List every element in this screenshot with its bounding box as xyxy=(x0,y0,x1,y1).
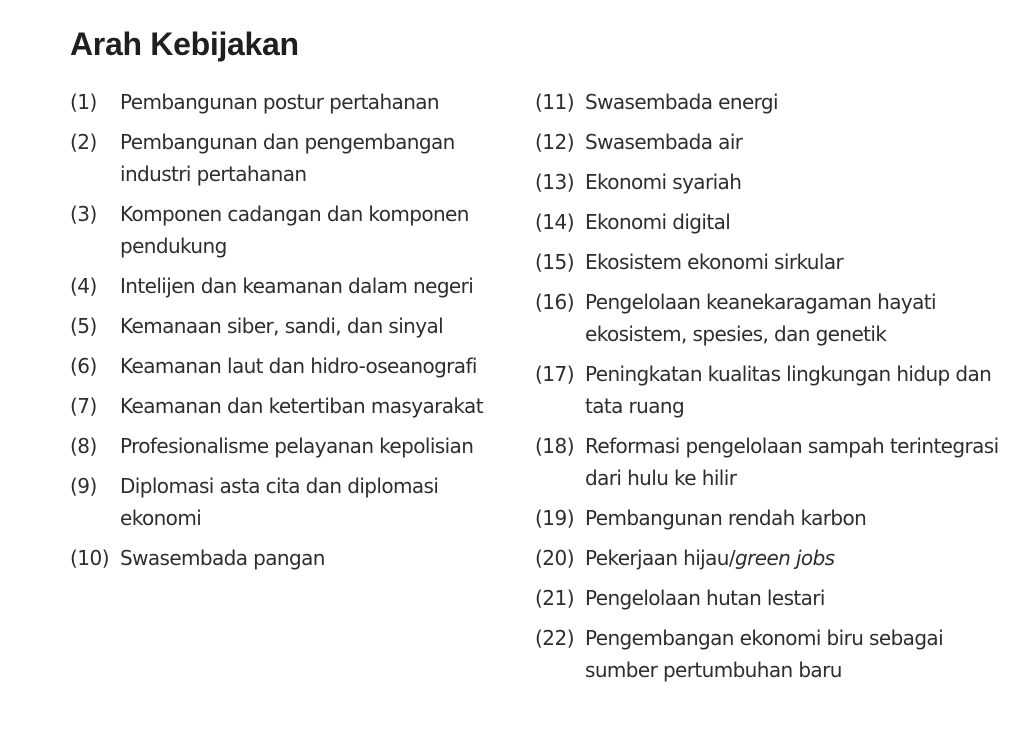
item-number: (13) xyxy=(535,170,575,194)
list-item xyxy=(535,166,1015,198)
item-number: (9) xyxy=(70,474,97,498)
item-number: (1) xyxy=(70,90,97,114)
item-number: (15) xyxy=(535,250,575,274)
item-number: (6) xyxy=(70,354,97,378)
list-item xyxy=(535,502,1015,534)
list-item xyxy=(535,358,1015,422)
list-item xyxy=(535,430,1015,494)
item-number: (4) xyxy=(70,274,97,298)
policy-list-right xyxy=(535,86,1015,694)
item-text: Swasembada air xyxy=(585,130,743,154)
list-item xyxy=(535,246,1015,278)
item-number: (12) xyxy=(535,130,575,154)
item-text: Reformasi pengelolaan sampah terintegrasi dari hulu ke hilir xyxy=(585,434,999,490)
item-text-plain: Pekerjaan hijau/ xyxy=(585,546,736,570)
item-text: Ekosistem ekonomi sirkular xyxy=(585,250,844,274)
list-item xyxy=(535,206,1015,238)
item-text: Profesionalisme pelayanan kepolisian xyxy=(120,434,474,458)
item-text: Diplomasi asta cita dan diplomasi ekonomi xyxy=(120,474,439,530)
list-item xyxy=(70,390,525,422)
list-item xyxy=(535,126,1015,158)
list-item xyxy=(70,470,525,534)
item-number: (5) xyxy=(70,314,97,338)
item-text: Intelijen dan keamanan dalam negeri xyxy=(120,274,474,298)
list-item xyxy=(535,286,1015,350)
item-number: (3) xyxy=(70,202,97,226)
list-item xyxy=(70,198,525,262)
item-text: Pengelolaan hutan lestari xyxy=(585,586,825,610)
item-text-italic: green jobs xyxy=(735,546,835,570)
list-item xyxy=(70,126,525,190)
item-text: Kemanaan siber, sandi, dan sinyal xyxy=(120,314,444,338)
item-number: (14) xyxy=(535,210,575,234)
item-number: (21) xyxy=(535,586,575,610)
item-text: Pengembangan ekonomi biru sebagai sumber pertumbuhan baru xyxy=(585,626,944,682)
item-text: Keamanan dan ketertiban masyarakat xyxy=(120,394,483,418)
list-item xyxy=(70,430,525,462)
list-item xyxy=(70,542,525,574)
item-text: Peningkatan kualitas lingkungan hidup dan tata ruang xyxy=(585,362,992,418)
item-number: (18) xyxy=(535,434,575,458)
list-item xyxy=(535,542,1015,574)
page-title: Arah Kebijakan xyxy=(70,26,299,62)
list-item xyxy=(535,622,1015,686)
item-text: Pembangunan rendah karbon xyxy=(585,506,867,530)
policy-list-left xyxy=(70,86,525,582)
item-number: (7) xyxy=(70,394,97,418)
item-text: Ekonomi syariah xyxy=(585,170,742,194)
item-text: Komponen cadangan dan komponen pendukung xyxy=(120,202,469,258)
list-item xyxy=(535,582,1015,614)
item-text xyxy=(585,542,1015,574)
item-number: (20) xyxy=(535,546,575,570)
item-text: Keamanan laut dan hidro-oseanografi xyxy=(120,354,477,378)
item-number: (2) xyxy=(70,130,97,154)
list-item xyxy=(535,86,1015,118)
item-text: Pembangunan postur pertahanan xyxy=(120,90,440,114)
item-text: Pembangunan dan pengembangan industri pertahanan xyxy=(120,130,455,186)
list-item xyxy=(70,86,525,118)
list-item xyxy=(70,350,525,382)
item-number: (17) xyxy=(535,362,575,386)
item-number: (8) xyxy=(70,434,97,458)
item-number: (10) xyxy=(70,546,110,570)
list-item xyxy=(70,270,525,302)
item-number: (22) xyxy=(535,626,575,650)
item-number: (19) xyxy=(535,506,575,530)
item-text: Swasembada energi xyxy=(585,90,778,114)
item-text: Pengelolaan keanekaragaman hayati ekosistem, spesies, dan genetik xyxy=(585,290,936,346)
item-number: (16) xyxy=(535,290,575,314)
item-text: Ekonomi digital xyxy=(585,210,731,234)
item-number: (11) xyxy=(535,90,575,114)
item-text: Swasembada pangan xyxy=(120,546,325,570)
list-item xyxy=(70,310,525,342)
